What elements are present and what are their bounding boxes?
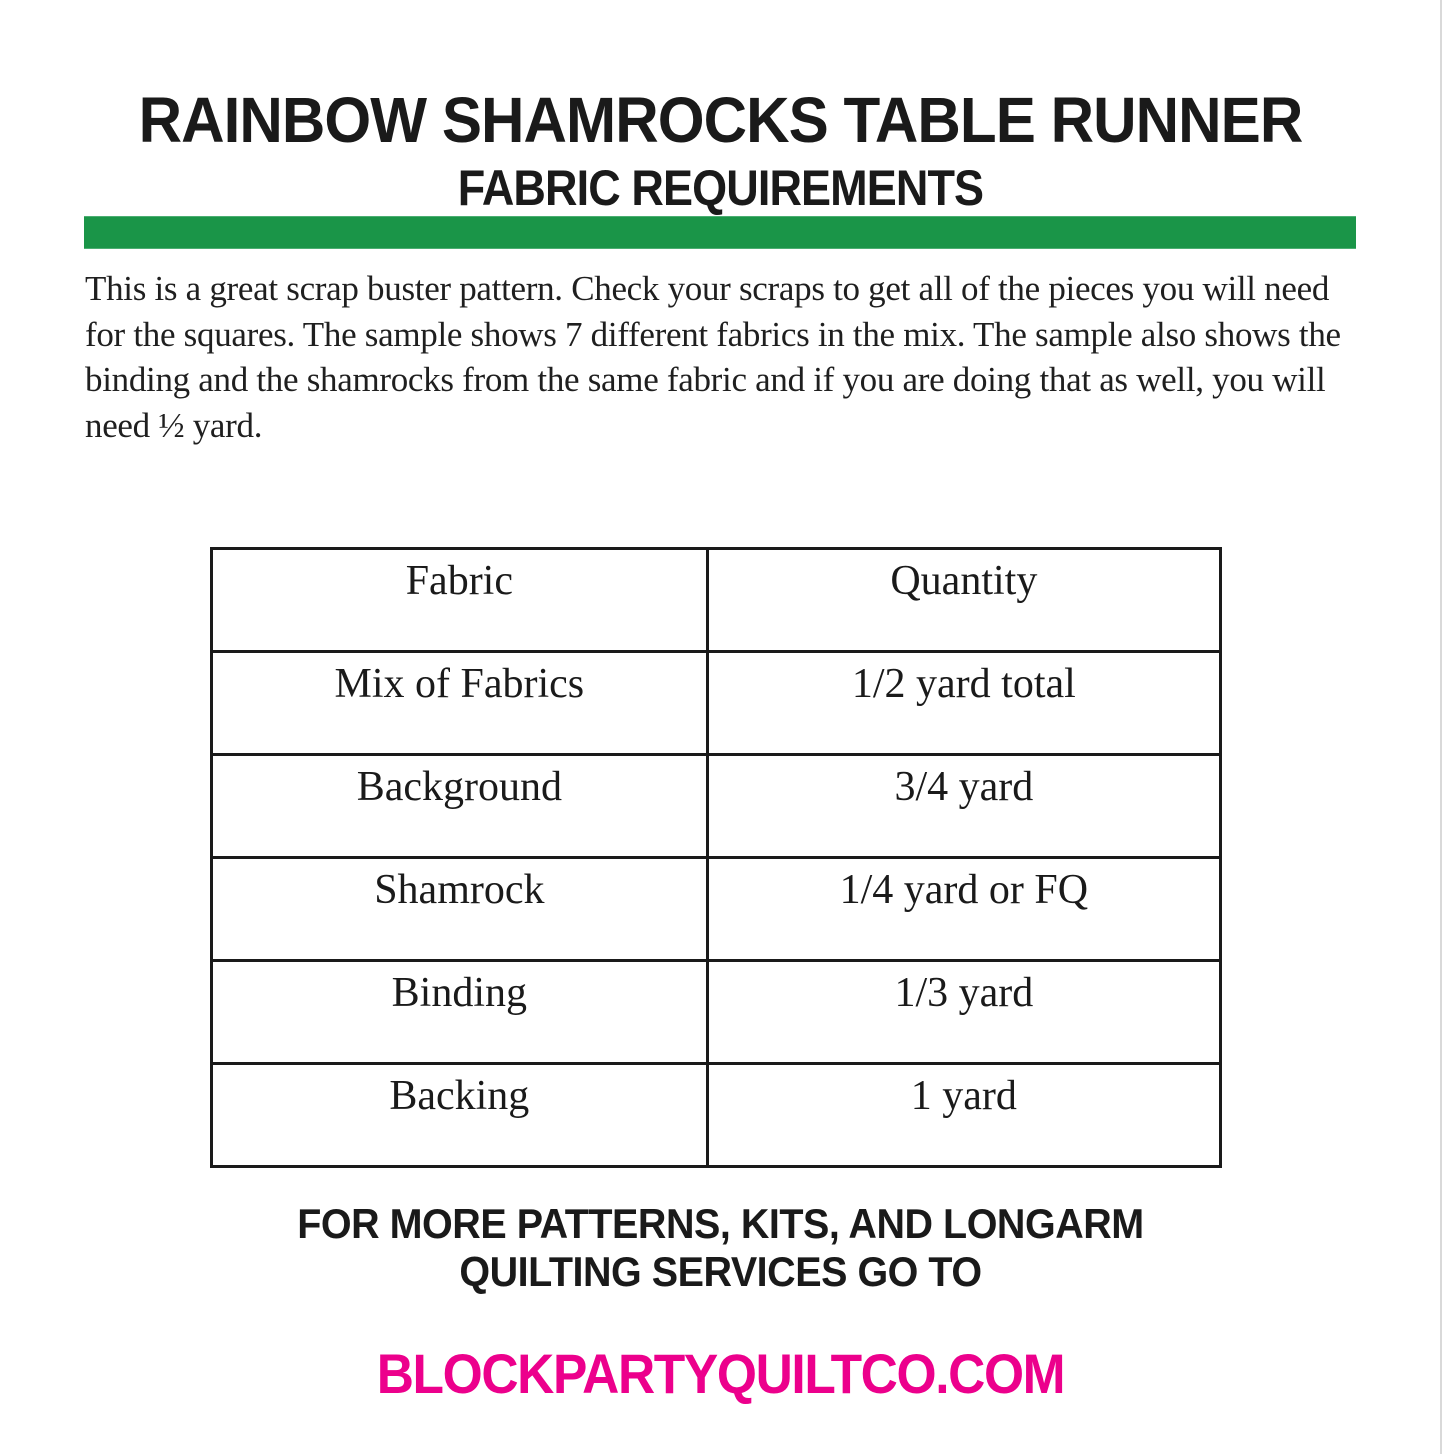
footer-line-2: QUILTING SERVICES GO TO (459, 1248, 982, 1295)
quantity-cell: 3/4 yard (707, 755, 1220, 858)
table-row (212, 755, 1221, 858)
page-subtitle: FABRIC REQUIREMENTS (457, 160, 984, 216)
quantity-cell: 1 yard (707, 1064, 1220, 1167)
table-header-row (212, 549, 1221, 652)
table-row (212, 858, 1221, 961)
footer-call-to-action (43, 1200, 1398, 1296)
fabric-cell: Background (212, 755, 708, 858)
fabric-cell: Backing (212, 1064, 708, 1167)
website-link[interactable]: BLOCKPARTYQUILTCO.COM (376, 1342, 1065, 1405)
table-row (212, 1064, 1221, 1167)
quantity-cell: 1/3 yard (707, 961, 1220, 1064)
page-edge-divider (1440, 0, 1442, 1454)
quantity-cell: 1/2 yard total (707, 652, 1220, 755)
intro-paragraph: This is a great scrap buster pattern. Check your scraps to get all of the pieces you will need for the squares. The sample shows 7 different fabrics in the mix. The sample also shows the binding and the shamrocks from the same fabric and if you are doing that as well, you will need ½ yard. (85, 269, 1341, 445)
fabric-cell: Binding (212, 961, 708, 1064)
fabric-requirements-table (210, 547, 1222, 1168)
fabric-cell: Shamrock (212, 858, 708, 961)
fabric-cell: Mix of Fabrics (212, 652, 708, 755)
page-title: RAINBOW SHAMROCKS TABLE RUNNER (138, 84, 1303, 156)
quantity-cell: 1/4 yard or FQ (707, 858, 1220, 961)
accent-divider-bar (84, 216, 1356, 249)
table-row (212, 961, 1221, 1064)
column-header-quantity: Quantity (707, 549, 1220, 652)
footer-line-1: FOR MORE PATTERNS, KITS, AND LONGARM (297, 1200, 1144, 1247)
table-row (212, 652, 1221, 755)
column-header-fabric: Fabric (212, 549, 708, 652)
